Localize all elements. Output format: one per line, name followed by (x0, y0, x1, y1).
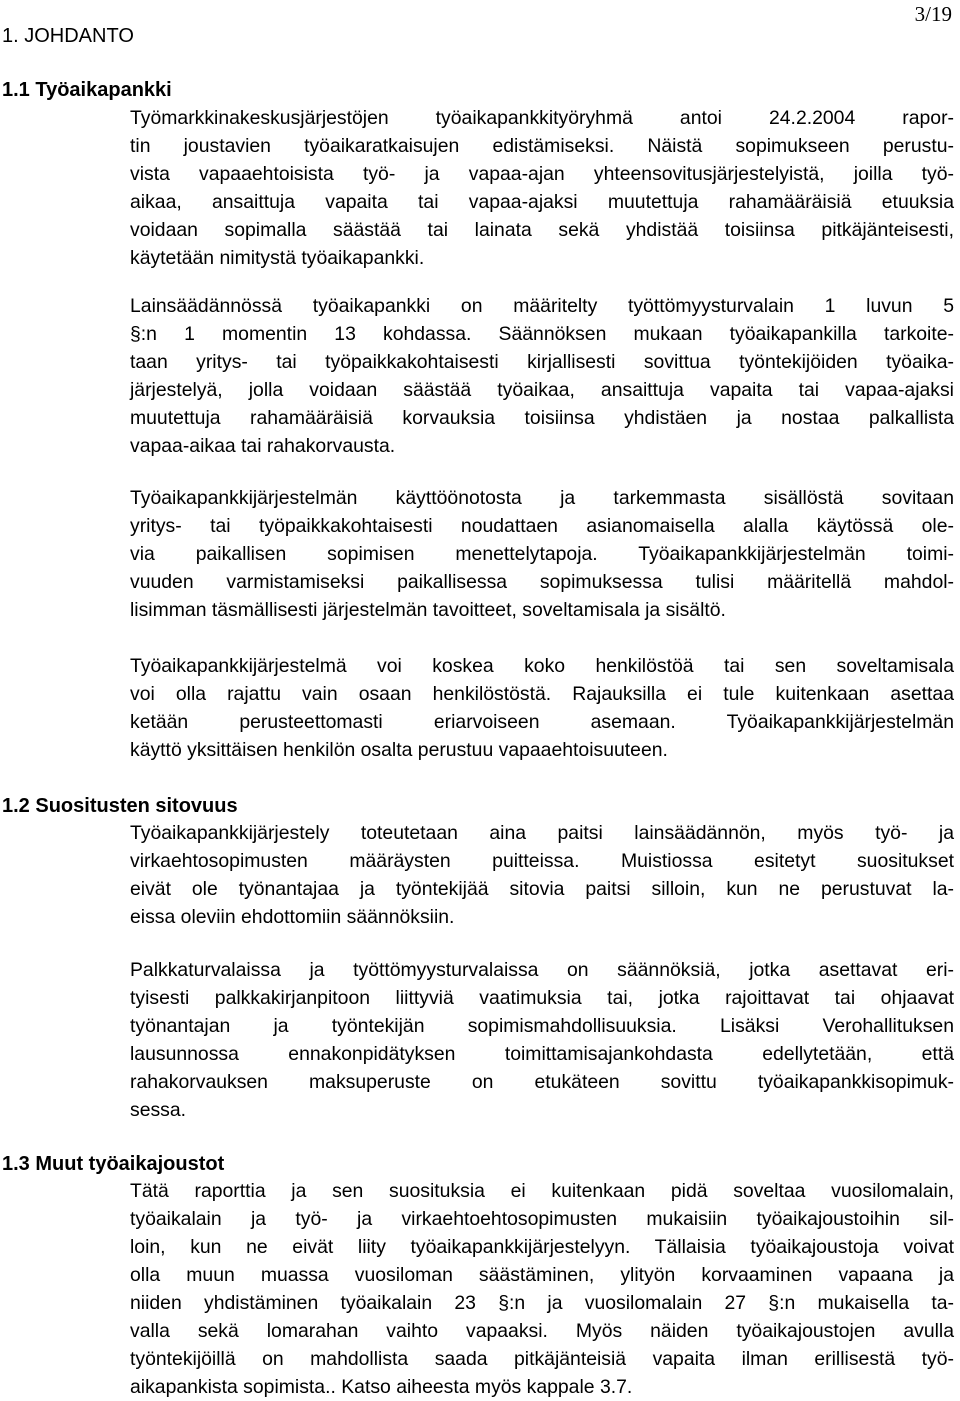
paragraph (130, 104, 954, 272)
text-line: muutettuja rahamääräisiä korvauksia toisiinsa yhdistäen ja nostaa palkallista (130, 407, 954, 429)
text-line: voidaan sopimalla säästää tai lainata sekä yhdistää toisiinsa pitkäjänteisesti, (130, 219, 954, 241)
text-line: Tätä raporttia ja sen suosituksia ei kuitenkaan pidä soveltaa vuosilomalain, (130, 1180, 954, 1202)
text-line: Työaikapankkijärjestelmä voi koskea koko henkilöstöä tai sen soveltamisala (130, 655, 954, 677)
text-line: eissa oleviin ehdottomiin säännöksiin. (130, 906, 455, 928)
text-line: vuuden varmistamiseksi paikallisessa sopimuksessa tulisi määritellä mahdol- (130, 571, 954, 593)
text-line: yritys- tai työpaikkakohtaisesti noudattaen asianomaisella alalla käytössä ole- (130, 515, 954, 537)
text-line: virkaehtosopimusten määräysten puitteissa. Muistiossa esitetyt suositukset (130, 850, 954, 872)
text-line: järjestelyä, jolla voidaan säästää työaikaa, ansaittuja vapaita tai vapaa-ajaksi (130, 379, 954, 401)
text-line: loin, kun ne eivät liity työaikapankkijärjestelyyn. Tällaisia työaikajoustoja voivat (130, 1236, 954, 1258)
paragraph (130, 956, 954, 1124)
text-line: taan yritys- tai työpaikkakohtaisesti kirjallisesti sovittua työntekijöiden työaika- (130, 351, 954, 373)
text-line: tin joustavien työaikaratkaisujen edistämiseksi. Näistä sopimukseen perustu- (130, 135, 954, 157)
text-line: vapaa-aikaa tai rahakorvausta. (130, 435, 396, 457)
text-line: ketään perusteettomasti eriarvoiseen asemaan. Työaikapankkijärjestelmän (130, 711, 954, 733)
text-line: työaikalain ja työ- ja virkaehtoehtosopimusten mukaisiin työaikajoustoihin sil- (130, 1208, 954, 1230)
text-line: Työaikapankkijärjestely toteutetaan aina paitsi lainsäädännön, myös työ- ja (130, 822, 954, 844)
text-line: rahakorvauksen maksuperuste on etukäteen sovittu työaikapankkisopimuk- (130, 1071, 954, 1093)
paragraph (130, 484, 954, 624)
paragraph (130, 1177, 954, 1401)
text-line: via paikallisen sopimisen menettelytapoja. Työaikapankkijärjestelmän toimi- (130, 543, 954, 565)
paragraph (130, 819, 954, 931)
paragraph (130, 652, 954, 764)
text-line: aikapankista sopimista.. Katso aiheesta myös kappale 3.7. (130, 1376, 633, 1398)
text-line: lausunnossa ennakonpidätyksen toimittamisajankohdasta edellytetään, että (130, 1043, 954, 1065)
text-line: työnantajan ja työntekijän sopimismahdollisuuksia. Lisäksi Verohallituksen (130, 1015, 954, 1037)
section-heading-1-1: 1.1 Työaikapankki (2, 79, 172, 101)
text-line: eivät ole työnantajaa ja työntekijää sitovia paitsi silloin, kun ne perustuvat la- (130, 878, 954, 900)
text-line: Työmarkkinakeskusjärjestöjen työaikapankkityöryhmä antoi 24.2.2004 rapor- (130, 107, 954, 129)
chapter-heading: 1. JOHDANTO (2, 25, 134, 47)
text-line: lisimman täsmällisesti järjestelmän tavoitteet, soveltamisala ja sisältö. (130, 599, 726, 621)
text-line: Työaikapankkijärjestelmän käyttöönotosta ja tarkemmasta sisällöstä sovitaan (130, 487, 954, 509)
paragraph (130, 292, 954, 460)
text-line: käytetään nimitystä työaikapankki. (130, 247, 425, 269)
text-line: valla sekä lomarahan vaihto vapaaksi. Myös näiden työaikajoustojen avulla (130, 1320, 954, 1342)
page-number: 3/19 (914, 2, 952, 26)
text-line: aikaa, ansaittuja vapaita tai vapaa-ajaksi muutettuja rahamääräisiä etuuksia (130, 191, 954, 213)
section-heading-1-3: 1.3 Muut työaikajoustot (2, 1153, 225, 1175)
text-line: niiden yhdistäminen työaikalain 23 §:n ja vuosilomalain 27 §:n mukaisella ta- (130, 1292, 954, 1314)
text-line: käyttö yksittäisen henkilön osalta perustuu vapaaehtoisuuteen. (130, 739, 668, 761)
text-line: vista vapaaehtoisista työ- ja vapaa-ajan yhteensovitusjärjestelyistä, joilla työ- (130, 163, 954, 185)
text-line: Lainsäädännössä työaikapankki on määritelty työttömyysturvalain 1 luvun 5 (130, 295, 954, 317)
text-line: olla muun muassa vuosiloman säästäminen, ylityön korvaaminen vapaana ja (130, 1264, 954, 1286)
text-line: voi olla rajattu vain osaan henkilöstöstä. Rajauksilla ei tule kuitenkaan asettaa (130, 683, 954, 705)
text-line: työntekijöillä on mahdollista saada pitkäjänteisiä vapaita ilman erillisestä työ- (130, 1348, 954, 1370)
text-line: Palkkaturvalaissa ja työttömyysturvalaissa on säännöksiä, jotka asettavat eri- (130, 959, 954, 981)
text-line: sessa. (130, 1099, 187, 1121)
text-line: §:n 1 momentin 13 kohdassa. Säännöksen mukaan työaikapankilla tarkoite- (130, 323, 954, 345)
text-line: tyisesti palkkakirjanpitoon liittyviä vaatimuksia tai, jotka rajoittavat tai ohjaavat (130, 987, 954, 1009)
section-heading-1-2: 1.2 Suositusten sitovuus (2, 795, 238, 817)
